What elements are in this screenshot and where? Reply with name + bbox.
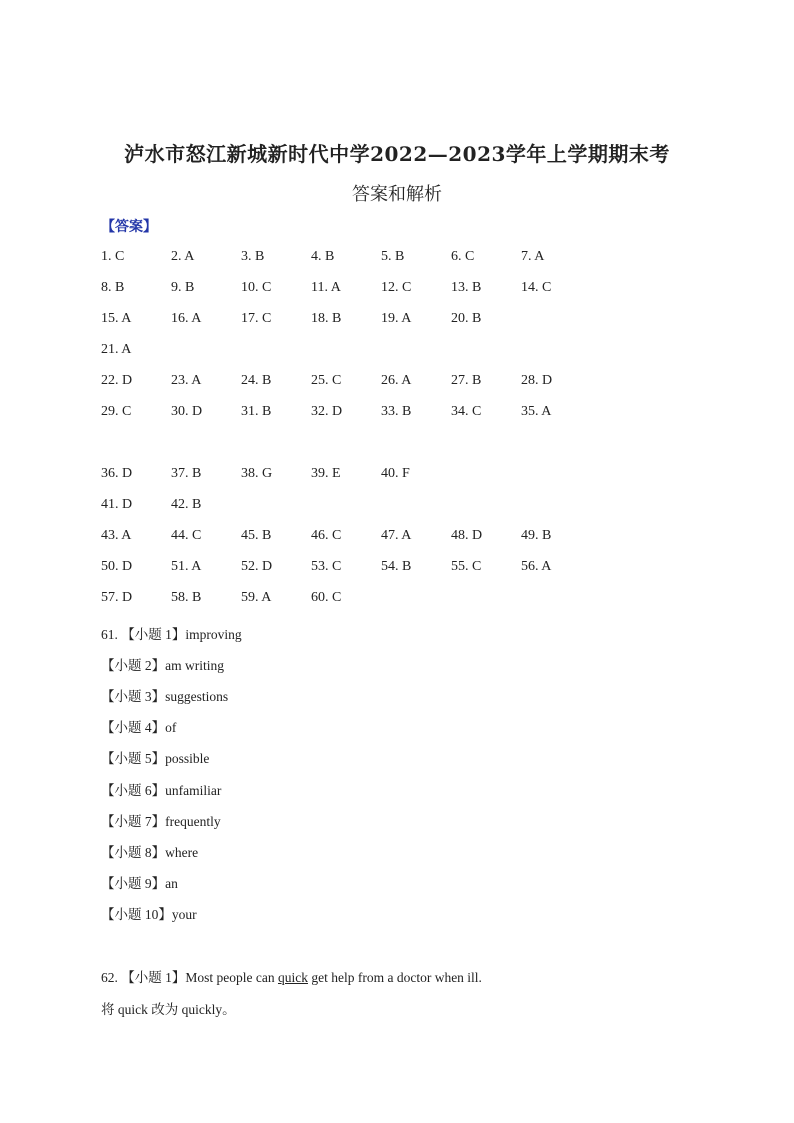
answer-item: 45. B: [241, 528, 272, 543]
answer-item: 26. A: [381, 373, 412, 388]
answer-item: 53. C: [311, 559, 342, 574]
sub-question-answer: 【小题 10】your: [101, 906, 197, 922]
answer-item: 14. C: [521, 280, 552, 295]
sub-question-answer: 【小题 9】an: [101, 875, 178, 891]
answer-item: 27. B: [451, 373, 482, 388]
question-62-suffix: get help from a doctor when ill.: [307, 970, 482, 985]
answer-item: 7. A: [521, 249, 545, 264]
answer-item: 48. D: [451, 528, 483, 543]
sub-question-answer: 【小题 8】where: [101, 844, 199, 860]
sub-question-answer: 【小题 4】of: [101, 720, 177, 736]
answer-item: 3. B: [241, 249, 265, 264]
sub-question-answer: 【小题 3】suggestions: [101, 689, 229, 705]
answer-item: 19. A: [381, 311, 412, 326]
answer-item: 44. C: [171, 528, 202, 543]
answer-item: 51. A: [171, 559, 202, 574]
answer-item: 9. B: [171, 280, 195, 295]
answer-item: 29. C: [101, 404, 132, 419]
answer-item: 32. D: [311, 404, 343, 419]
answer-item: 41. D: [101, 497, 133, 512]
answer-item: 52. D: [241, 559, 273, 574]
answer-item: 15. A: [101, 311, 132, 326]
answer-item: 18. B: [311, 311, 342, 326]
question-62-prefix: 62. 【小题 1】Most people can: [101, 970, 278, 985]
answer-item: 58. B: [171, 590, 202, 605]
answer-item: 35. A: [521, 404, 552, 419]
answer-item: 34. C: [451, 404, 482, 419]
answer-item: 8. B: [101, 280, 125, 295]
answer-item: 23. A: [171, 373, 202, 388]
answer-item: 11. A: [311, 280, 341, 295]
answer-item: 25. C: [311, 373, 342, 388]
answer-item: 1. C: [101, 249, 125, 264]
answer-item: 16. A: [171, 311, 202, 326]
sub-question-answer: 61. 【小题 1】improving: [101, 627, 242, 642]
answer-item: 56. A: [521, 559, 552, 574]
answer-item: 49. B: [521, 528, 552, 543]
answer-item: 21. A: [101, 342, 132, 357]
answer-item: 33. B: [381, 404, 412, 419]
answer-item: 30. D: [171, 404, 203, 419]
sub-question-answer: 【小题 7】frequently: [101, 813, 221, 829]
answer-item: 5. B: [381, 249, 405, 264]
sub-question-answer: 【小题 5】possible: [101, 751, 210, 767]
answer-item: 55. C: [451, 559, 482, 574]
document-subtitle: 答案和解析: [352, 184, 442, 205]
sub-question-answer: 【小题 2】am writing: [101, 658, 224, 674]
answer-item: 6. C: [451, 249, 475, 264]
answer-item: 46. C: [311, 528, 342, 543]
answer-item: 20. B: [451, 311, 482, 326]
answer-item: 2. A: [171, 249, 195, 264]
question-62-note: 将 quick 改为 quickly。: [101, 1002, 236, 1017]
answer-item: 54. B: [381, 559, 412, 574]
answer-item: 37. B: [171, 466, 202, 481]
answer-item: 50. D: [101, 559, 133, 574]
document-title: 泸水市怒江新城新时代中学2022—2023学年上学期期末考: [124, 142, 670, 166]
answer-item: 57. D: [101, 590, 133, 605]
answer-item: 10. C: [241, 280, 272, 295]
sub-question-answer: 【小题 6】unfamiliar: [101, 782, 222, 798]
answer-item: 4. B: [311, 249, 335, 264]
answer-item: 24. B: [241, 373, 272, 388]
answer-item: 28. D: [521, 373, 553, 388]
answer-item: 22. D: [101, 373, 133, 388]
question-62-line: [101, 966, 482, 986]
answer-item: 12. C: [381, 280, 412, 295]
answer-heading: 【答案】: [101, 219, 157, 235]
answer-item: 17. C: [241, 311, 272, 326]
answer-item: 39. E: [311, 466, 341, 481]
answer-item: 13. B: [451, 280, 482, 295]
answer-item: 40. F: [381, 466, 410, 481]
question-62-underlined-word: quick: [277, 970, 308, 985]
answer-item: 42. B: [171, 497, 202, 512]
answer-item: 43. A: [101, 528, 132, 543]
answer-item: 59. A: [241, 590, 272, 605]
answer-item: 60. C: [311, 590, 342, 605]
answer-item: 36. D: [101, 466, 133, 481]
answer-item: 38. G: [241, 466, 273, 481]
answer-item: 47. A: [381, 528, 412, 543]
answer-item: 31. B: [241, 404, 272, 419]
